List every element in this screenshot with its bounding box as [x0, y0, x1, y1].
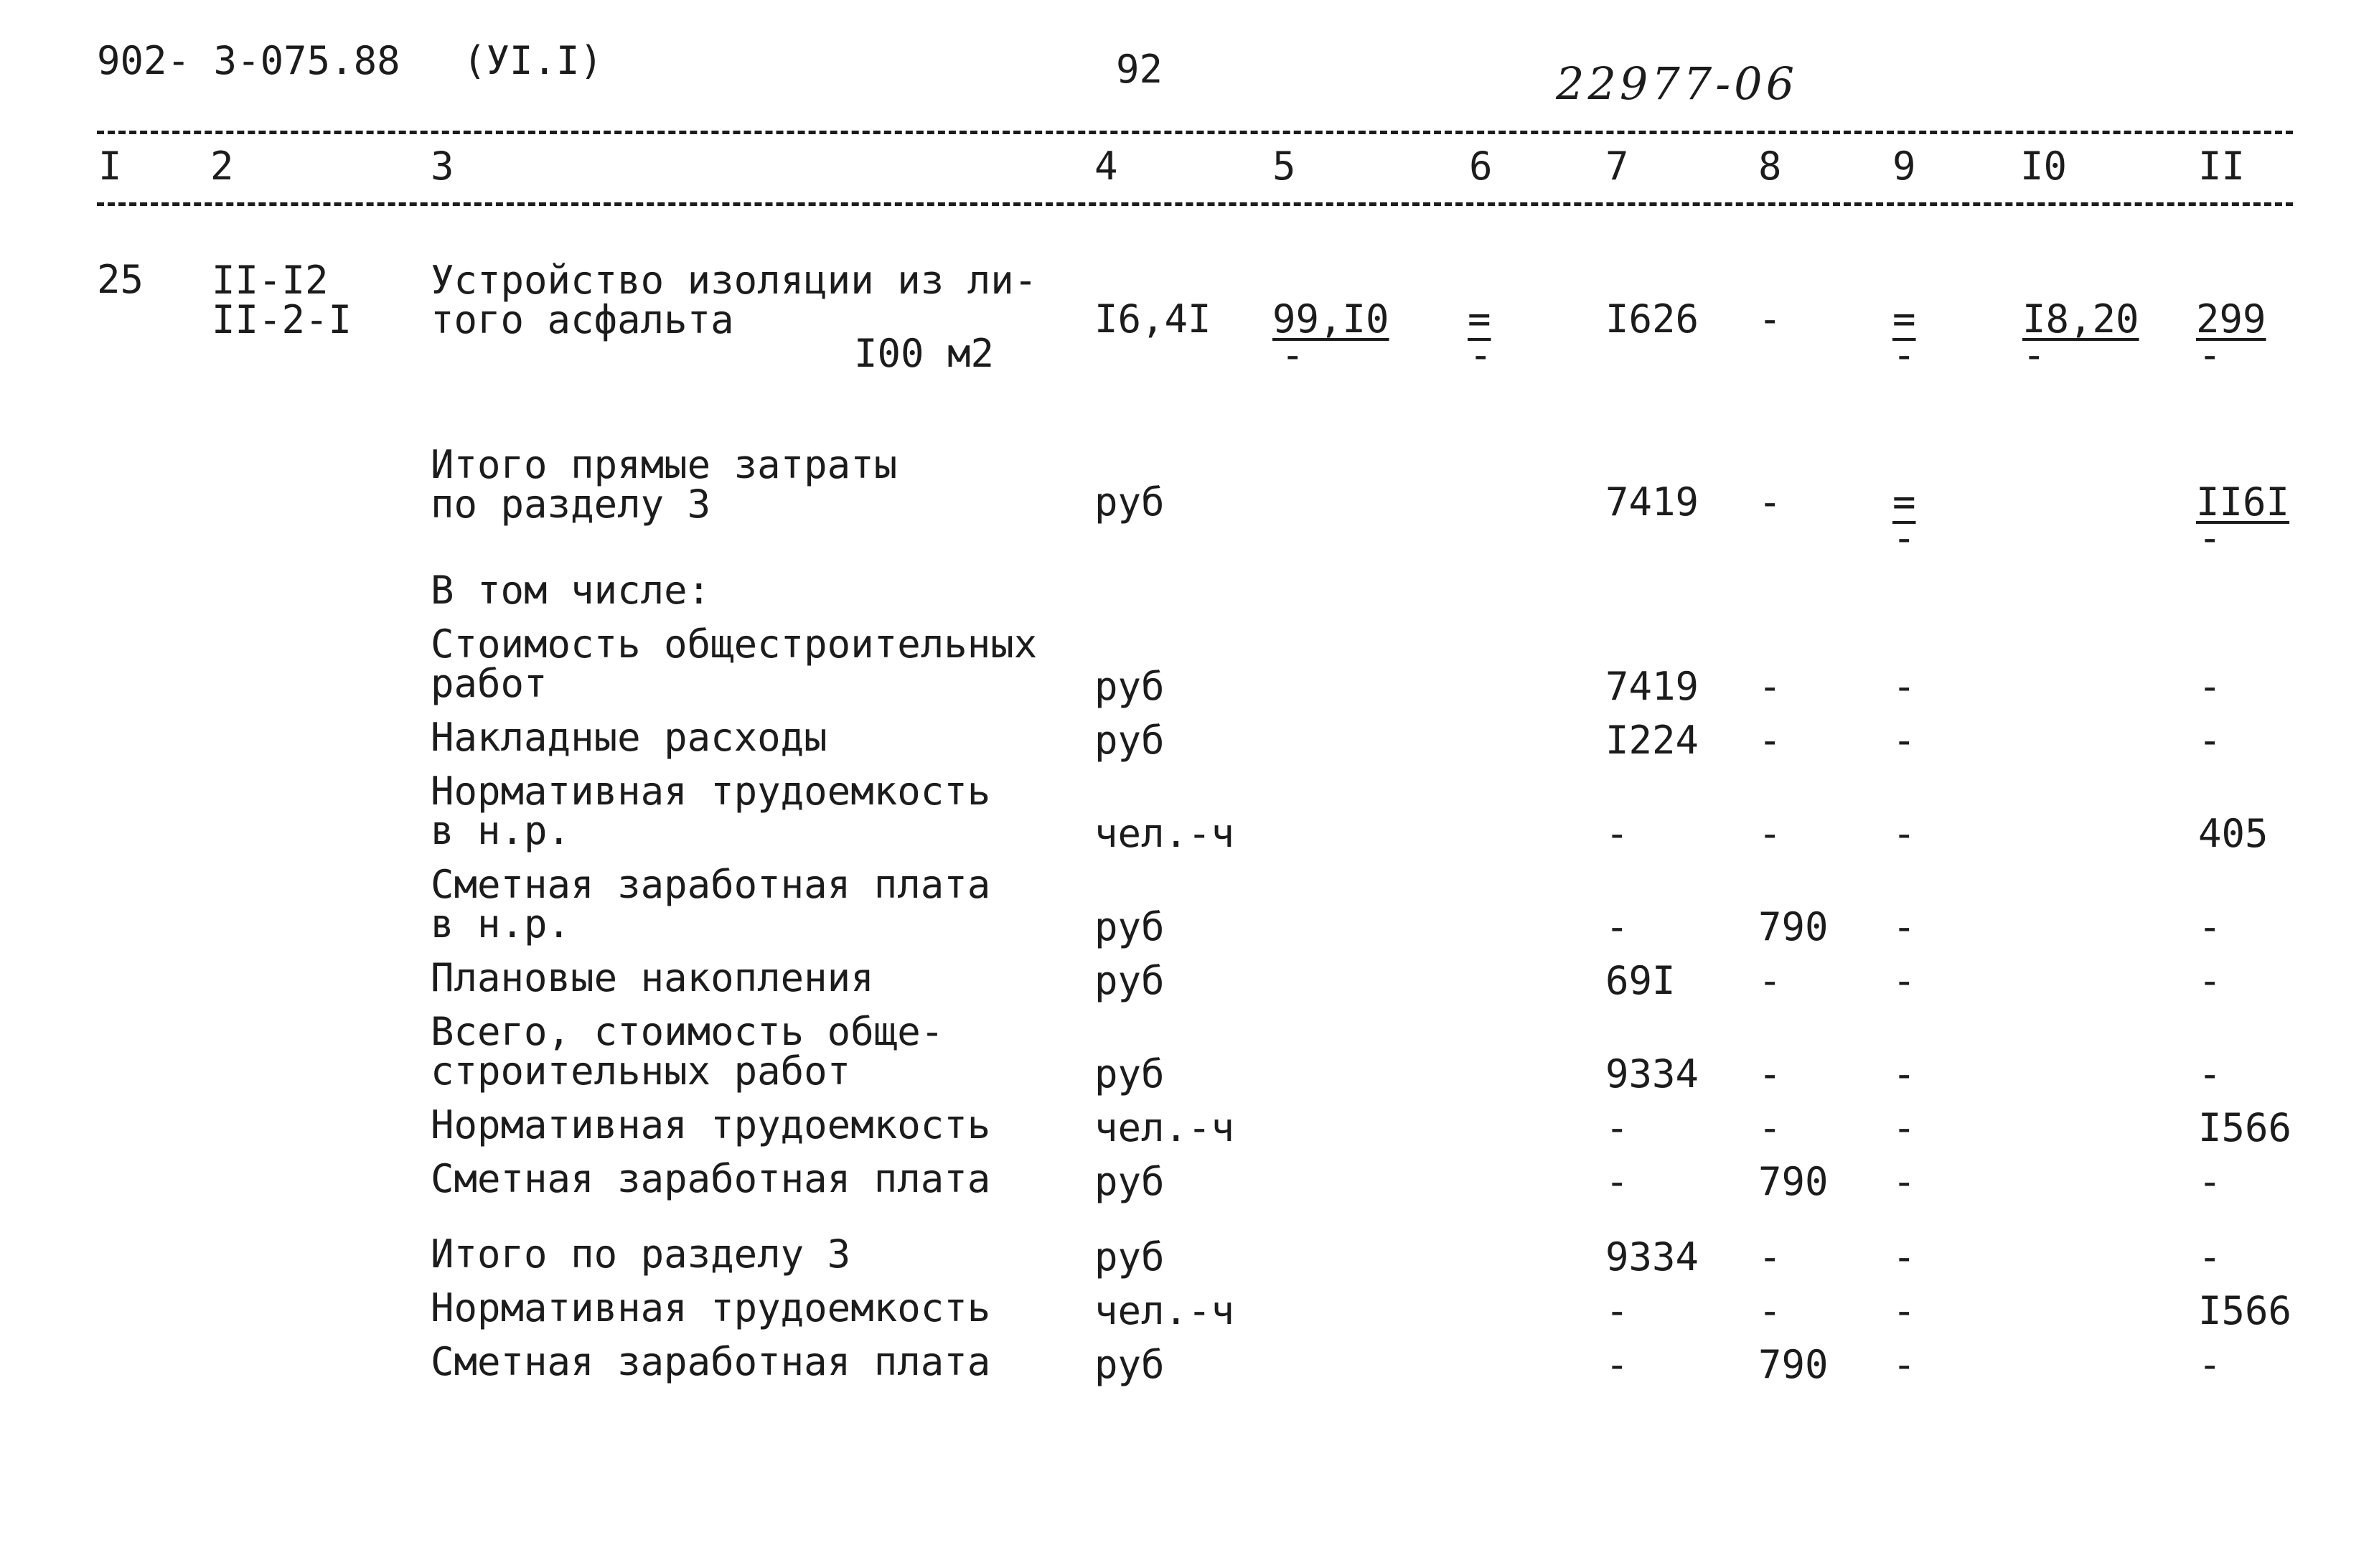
cost-row-col7: - [1605, 904, 1629, 949]
cost-row-unit: чел.-ч [1094, 811, 1235, 856]
inventory-number: 22977-06 [1556, 57, 1798, 110]
cost-row-label-line: Накладные расходы [431, 715, 827, 760]
cost-row-unit: руб [1094, 1234, 1165, 1280]
column-header-10: I0 [2020, 144, 2068, 189]
cost-row-col11: - [2198, 718, 2222, 763]
cost-row-col8: - [1758, 1105, 1782, 1150]
cost-row-col7: - [1605, 811, 1629, 856]
cost-row-label-line: Нормативная трудоемкость [431, 1102, 991, 1147]
direct-costs-label [431, 442, 898, 527]
cost-row-unit: руб [1094, 958, 1165, 1003]
column-header-4: 4 [1094, 144, 1118, 189]
cost-row-col9: - [1892, 664, 1916, 709]
item-col10-sub: - [2022, 332, 2046, 377]
cost-row-label-line: Всего, стоимость обще- [431, 1009, 944, 1054]
cost-row-col11: - [2198, 1234, 2222, 1280]
cost-row-col9: - [1892, 718, 1916, 763]
cost-row-col11: I566 [2198, 1288, 2292, 1333]
cost-row-col8: - [1758, 664, 1782, 709]
column-header-9: 9 [1892, 144, 1916, 189]
column-header-11: II [2198, 144, 2246, 189]
cost-row-label [431, 715, 827, 760]
cost-row-label-line: Сметная заработная плата [431, 862, 991, 907]
including-label: В том числе: [431, 568, 711, 613]
cost-row-label [431, 621, 1038, 706]
cost-row-col7: - [1605, 1105, 1629, 1150]
cost-row-label-line: в н.р. [431, 901, 571, 947]
cost-row-col8: - [1758, 811, 1782, 856]
cost-row-col11: - [2198, 664, 2222, 709]
item-name-line: Устройство изоляции из ли- [431, 258, 1038, 303]
cost-row-label [431, 1009, 944, 1094]
cost-row-col8: 790 [1758, 1342, 1829, 1387]
cost-row-col8: 790 [1758, 1159, 1829, 1204]
cost-row-label [431, 1156, 991, 1201]
cost-row-col7: 69I [1605, 958, 1676, 1003]
cost-row-col8: - [1758, 958, 1782, 1003]
cost-row-col9: - [1892, 1051, 1916, 1097]
direct-costs-label-line: Итого прямые затраты [431, 442, 898, 487]
item-col11: 299 [2196, 296, 2266, 342]
cost-row-unit: чел.-ч [1094, 1288, 1235, 1333]
cost-row-col7: 9334 [1605, 1234, 1699, 1280]
cost-row-col7: 9334 [1605, 1051, 1699, 1097]
cost-row-label [431, 1231, 851, 1277]
cost-row-col11: 405 [2198, 811, 2269, 856]
cost-row-col7: - [1605, 1288, 1629, 1333]
cost-row-unit: руб [1094, 664, 1165, 709]
direct-costs-label-line: по разделу 3 [431, 482, 711, 527]
cost-row-col9: - [1892, 1234, 1916, 1280]
column-header-2: 2 [210, 144, 234, 189]
cost-row-col7: - [1605, 1342, 1629, 1387]
cost-row-label-line: Нормативная трудоемкость [431, 769, 991, 814]
cost-row-col11: I566 [2198, 1105, 2292, 1150]
cost-row-col11: - [2198, 1051, 2222, 1097]
cost-row-col7: 7419 [1605, 664, 1699, 709]
cost-row-col8: - [1758, 1234, 1782, 1280]
cost-row-col8: - [1758, 718, 1782, 763]
direct-costs-col11-sub: - [2198, 515, 2222, 560]
direct-costs-col9: = [1892, 479, 1916, 525]
direct-costs-col11: II6I [2196, 479, 2290, 525]
cost-row-col7: - [1605, 1159, 1629, 1204]
cost-row-col9: - [1892, 904, 1916, 949]
cost-row-label [431, 1285, 991, 1330]
cost-row-unit: руб [1094, 1159, 1165, 1204]
cost-row-unit: руб [1094, 1051, 1165, 1097]
cost-row-label [431, 1339, 991, 1384]
item-quantity: I6,4I [1094, 296, 1211, 342]
column-header-7: 7 [1605, 144, 1629, 189]
cost-row-unit: руб [1094, 904, 1165, 949]
cost-row-label [431, 769, 991, 853]
item-col7: I626 [1605, 296, 1699, 342]
cost-row-col9: - [1892, 1105, 1916, 1150]
cost-row-label [431, 862, 991, 947]
item-number: 25 [97, 257, 144, 302]
cost-row-col7: I224 [1605, 718, 1699, 763]
item-col9-sub: - [1892, 332, 1916, 377]
cost-row-col8: - [1758, 1051, 1782, 1097]
item-code-line: II-I2 [212, 258, 329, 303]
item-col8: - [1758, 296, 1782, 342]
cost-row-label-line: в н.р. [431, 808, 571, 853]
item-unit-measure: I00 м2 [854, 331, 995, 376]
item-name [431, 258, 1038, 342]
cost-row-label-line: Сметная заработная плата [431, 1156, 991, 1201]
cost-row-unit: руб [1094, 1342, 1165, 1387]
item-name-line: того асфальта [431, 297, 734, 342]
column-header-6: 6 [1469, 144, 1493, 189]
item-col6: = [1468, 296, 1491, 342]
cost-row-label-line: Нормативная трудоемкость [431, 1285, 991, 1330]
item-code-line: II-2-I [212, 297, 352, 342]
column-header-8: 8 [1758, 144, 1782, 189]
column-header-3: 3 [431, 144, 454, 189]
cost-row-label-line: Плановые накопления [431, 955, 874, 1000]
cost-row-label [431, 1102, 991, 1147]
cost-row-col9: - [1892, 811, 1916, 856]
direct-costs-col7: 7419 [1605, 479, 1699, 525]
page-number: 92 [1116, 47, 1163, 92]
cost-row-col9: - [1892, 958, 1916, 1003]
cost-row-col9: - [1892, 1288, 1916, 1333]
item-col5: 99,I0 [1272, 296, 1389, 342]
cost-row-label-line: работ [431, 661, 548, 706]
cost-row-label-line: строительных работ [431, 1048, 851, 1094]
cost-row-unit: чел.-ч [1094, 1105, 1235, 1150]
cost-row-label-line: Стоимость общестроительных [431, 621, 1038, 667]
header-top-rule [97, 131, 2293, 134]
document-code: 902- 3-075.88 [97, 38, 400, 83]
item-col11-sub: - [2198, 332, 2222, 377]
item-col10: I8,20 [2022, 296, 2139, 342]
section-code: (УI.I) [463, 38, 604, 83]
direct-costs-col8: - [1758, 479, 1782, 525]
item-col5-sub: - [1281, 332, 1305, 377]
cost-row-col9: - [1892, 1342, 1916, 1387]
cost-row-unit: руб [1094, 718, 1165, 763]
cost-row-col8: - [1758, 1288, 1782, 1333]
cost-row-col11: - [2198, 958, 2222, 1003]
cost-row-col11: - [2198, 1342, 2222, 1387]
cost-row-col11: - [2198, 904, 2222, 949]
cost-row-label [431, 955, 874, 1000]
column-header-1: I [98, 144, 122, 189]
header-bottom-rule [97, 202, 2293, 206]
item-col6-sub: - [1469, 332, 1493, 377]
direct-costs-col9-sub: - [1892, 515, 1916, 560]
cost-row-label-line: Итого по разделу 3 [431, 1231, 851, 1277]
cost-row-col8: 790 [1758, 904, 1829, 949]
direct-costs-unit: руб [1094, 479, 1165, 525]
cost-row-label-line: Сметная заработная плата [431, 1339, 991, 1384]
cost-row-col9: - [1892, 1159, 1916, 1204]
item-codes [212, 258, 352, 342]
column-header-5: 5 [1272, 144, 1296, 189]
cost-row-col11: - [2198, 1159, 2222, 1204]
item-col9: = [1892, 296, 1916, 342]
